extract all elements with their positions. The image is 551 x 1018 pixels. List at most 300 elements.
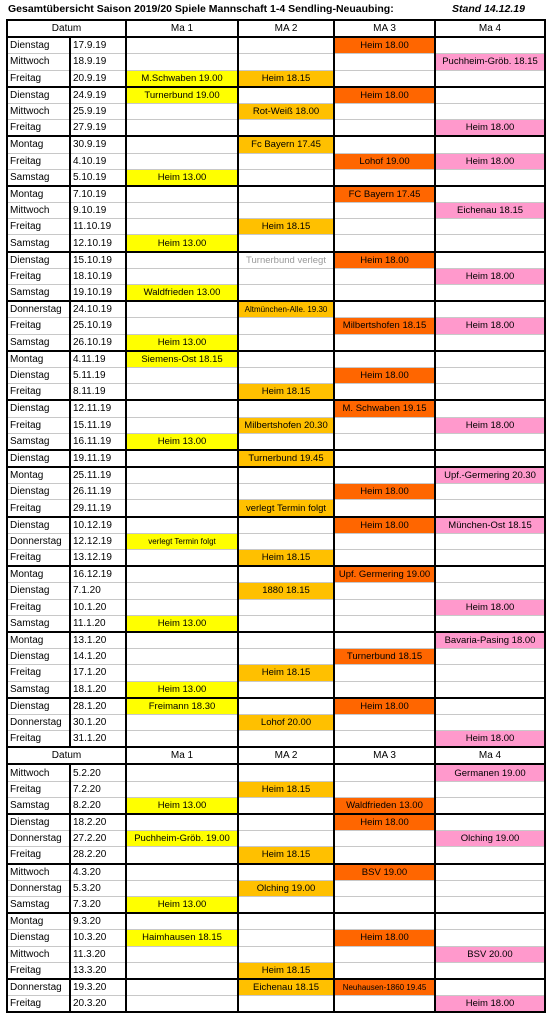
weekday-cell: Dienstag [7,484,70,500]
table-row [7,615,545,632]
weekday-cell: Dienstag [7,583,70,599]
weekday-cell: Freitag [7,599,70,615]
table-row [7,467,545,484]
date-cell: 12.10.19 [70,235,126,252]
weekday-cell: Freitag [7,384,70,401]
table-row [7,500,545,517]
team-2-cell: Turnerbund 19.45 [238,450,334,467]
table-row [7,566,545,583]
team-4-cell [435,103,545,119]
team-3-cell: Heim 18.00 [334,252,435,269]
weekday-cell: Freitag [7,219,70,235]
date-cell: 25.10.19 [70,318,126,334]
team-1-cell [126,186,238,203]
team-1-cell: Heim 13.00 [126,433,238,450]
team-4-cell [435,864,545,881]
date-cell: 5.3.20 [70,880,126,896]
weekday-cell: Mittwoch [7,946,70,962]
team-3-cell [334,550,435,567]
table-row [7,599,545,615]
weekday-cell: Samstag [7,169,70,186]
date-cell: 19.3.20 [70,979,126,996]
team-4-cell: Germanen 19.00 [435,764,545,781]
weekday-cell: Donnerstag [7,533,70,549]
team-3-cell: Heim 18.00 [334,517,435,534]
team-4-cell: Heim 18.00 [435,153,545,169]
team-2-cell [238,599,334,615]
date-cell: 18.9.19 [70,54,126,70]
weekday-cell: Dienstag [7,400,70,417]
date-cell: 15.11.19 [70,417,126,433]
date-cell: 25.9.19 [70,103,126,119]
table-row [7,714,545,730]
team-3-cell: Heim 18.00 [334,484,435,500]
date-cell: 18.2.20 [70,814,126,831]
team-2-cell [238,566,334,583]
team-4-cell [435,219,545,235]
weekday-cell: Freitag [7,417,70,433]
table-row [7,896,545,913]
team-3-cell [334,384,435,401]
table-row [7,70,545,87]
table-row [7,913,545,930]
weekday-cell: Mittwoch [7,764,70,781]
team-1-cell: Heim 13.00 [126,235,238,252]
weekday-cell: Dienstag [7,252,70,269]
weekday-cell: Mittwoch [7,54,70,70]
table-row [7,285,545,302]
team-2-cell [238,203,334,219]
date-cell: 28.1.20 [70,698,126,715]
team-4-cell [435,136,545,153]
team-3-cell [334,120,435,137]
date-cell: 5.10.19 [70,169,126,186]
date-cell: 8.2.20 [70,797,126,814]
team-4-cell: Heim 18.00 [435,417,545,433]
header-team-1: Ma 1 [126,20,238,37]
team-2-cell: Fc Bayern 17.45 [238,136,334,153]
date-cell: 24.9.19 [70,87,126,104]
team-2-cell: Lohof 20.00 [238,714,334,730]
header-datum: Datum [7,20,126,37]
date-cell: 13.1.20 [70,632,126,649]
team-1-cell [126,599,238,615]
team-3-cell: Turnerbund 18.15 [334,649,435,665]
team-2-cell: Altmünchen-Alle. 19.30 [238,301,334,318]
table-row [7,764,545,781]
weekday-cell: Dienstag [7,814,70,831]
team-3-cell [334,946,435,962]
table-row [7,334,545,351]
date-cell: 25.11.19 [70,467,126,484]
team-1-cell: Heim 13.00 [126,681,238,698]
team-4-cell [435,583,545,599]
team-1-cell [126,880,238,896]
team-4-cell [435,615,545,632]
team-2-cell [238,797,334,814]
team-2-cell: Turnerbund verlegt [238,252,334,269]
team-4-cell: München-Ost 18.15 [435,517,545,534]
team-4-cell [435,781,545,797]
weekday-cell: Mittwoch [7,864,70,881]
weekday-cell: Mittwoch [7,203,70,219]
date-cell: 5.11.19 [70,367,126,383]
team-4-cell [435,797,545,814]
table-row [7,37,545,54]
table-row [7,87,545,104]
team-2-cell [238,285,334,302]
date-cell: 12.12.19 [70,533,126,549]
team-3-cell: M. Schwaben 19.15 [334,400,435,417]
date-cell: 16.11.19 [70,433,126,450]
date-cell: 19.11.19 [70,450,126,467]
team-1-cell: Heim 13.00 [126,797,238,814]
team-3-cell [334,731,435,748]
team-2-cell [238,649,334,665]
date-cell: 17.1.20 [70,665,126,681]
team-3-cell [334,417,435,433]
team-4-cell [435,351,545,368]
team-3-cell [334,533,435,549]
team-4-cell [435,550,545,567]
team-4-cell: Eichenau 18.15 [435,203,545,219]
weekday-cell: Donnerstag [7,714,70,730]
table-row [7,517,545,534]
team-3-cell: Heim 18.00 [334,930,435,946]
table-row [7,996,545,1013]
table-row [7,665,545,681]
team-4-cell [435,235,545,252]
team-1-cell: Waldfrieden 13.00 [126,285,238,302]
team-4-cell: Bavaria-Pasing 18.00 [435,632,545,649]
table-row [7,533,545,549]
schedule-table [6,19,546,1013]
team-2-cell [238,153,334,169]
table-row [7,235,545,252]
date-cell: 16.12.19 [70,566,126,583]
date-cell: 10.1.20 [70,599,126,615]
weekday-cell: Montag [7,566,70,583]
team-4-cell [435,433,545,450]
weekday-cell: Samstag [7,615,70,632]
header-team-3: MA 3 [334,20,435,37]
team-3-cell [334,913,435,930]
team-1-cell [126,913,238,930]
team-2-cell: 1880 18.15 [238,583,334,599]
team-1-cell [126,781,238,797]
schedule-body [7,20,545,1012]
weekday-cell: Samstag [7,681,70,698]
team-1-cell [126,764,238,781]
team-1-cell [126,632,238,649]
team-1-cell: Freimann 18.30 [126,698,238,715]
team-3-cell [334,433,435,450]
weekday-cell: Montag [7,186,70,203]
team-3-cell [334,219,435,235]
team-4-cell: Heim 18.00 [435,120,545,137]
team-2-cell: Milbertshofen 20.30 [238,417,334,433]
team-3-cell [334,615,435,632]
team-1-cell: Siemens-Ost 18.15 [126,351,238,368]
date-cell: 20.9.19 [70,70,126,87]
team-3-cell [334,996,435,1013]
date-cell: 12.11.19 [70,400,126,417]
team-1-cell [126,219,238,235]
date-cell: 19.10.19 [70,285,126,302]
team-2-cell [238,318,334,334]
team-3-cell [334,847,435,864]
team-1-cell: Turnerbund 19.00 [126,87,238,104]
team-4-cell [435,186,545,203]
table-row [7,731,545,748]
date-cell: 27.9.19 [70,120,126,137]
weekday-cell: Montag [7,467,70,484]
date-cell: 29.11.19 [70,500,126,517]
sheet-title [8,0,550,19]
date-cell: 28.2.20 [70,847,126,864]
team-1-cell [126,54,238,70]
table-row [7,962,545,979]
team-1-cell [126,153,238,169]
weekday-cell: Montag [7,351,70,368]
schedule-sheet [6,19,544,1013]
date-cell: 11.3.20 [70,946,126,962]
table-row [7,681,545,698]
team-2-cell [238,169,334,186]
date-cell: 20.3.20 [70,996,126,1013]
team-4-cell [435,979,545,996]
team-4-cell [435,665,545,681]
table-row [7,550,545,567]
team-2-cell: Heim 18.15 [238,384,334,401]
date-cell: 8.11.19 [70,384,126,401]
team-3-cell [334,54,435,70]
team-1-cell: Puchheim-Gröb. 19.00 [126,831,238,847]
team-4-cell: Puchheim-Gröb. 18.15 [435,54,545,70]
team-1-cell [126,450,238,467]
table-row [7,169,545,186]
team-2-cell [238,930,334,946]
header-team-4: Ma 4 [435,747,545,764]
team-1-cell [126,550,238,567]
table-row [7,698,545,715]
team-4-cell [435,484,545,500]
header-row [7,20,545,37]
date-cell: 5.2.20 [70,764,126,781]
date-cell: 7.1.20 [70,583,126,599]
table-row [7,268,545,284]
table-row [7,301,545,318]
team-1-cell [126,417,238,433]
team-1-cell: M.Schwaben 19.00 [126,70,238,87]
team-1-cell [126,864,238,881]
team-4-cell [435,450,545,467]
team-2-cell [238,946,334,962]
weekday-cell: Dienstag [7,649,70,665]
weekday-cell: Dienstag [7,367,70,383]
team-2-cell [238,351,334,368]
team-4-cell [435,334,545,351]
team-4-cell [435,533,545,549]
date-cell: 18.10.19 [70,268,126,284]
table-row [7,120,545,137]
weekday-cell: Samstag [7,334,70,351]
table-row [7,484,545,500]
team-1-cell [126,120,238,137]
team-2-cell [238,913,334,930]
team-1-cell [126,962,238,979]
team-4-cell [435,714,545,730]
table-row [7,847,545,864]
weekday-cell: Freitag [7,665,70,681]
date-cell: 13.12.19 [70,550,126,567]
team-3-cell [334,334,435,351]
team-3-cell: BSV 19.00 [334,864,435,881]
table-row [7,186,545,203]
team-1-cell [126,484,238,500]
date-cell: 11.1.20 [70,615,126,632]
date-cell: 27.2.20 [70,831,126,847]
team-3-cell: Neuhausen-1860 19.45 [334,979,435,996]
weekday-cell: Montag [7,913,70,930]
team-1-cell [126,583,238,599]
weekday-cell: Dienstag [7,87,70,104]
team-2-cell [238,681,334,698]
table-row [7,649,545,665]
weekday-cell: Dienstag [7,450,70,467]
team-2-cell: Heim 18.15 [238,847,334,864]
weekday-cell: Freitag [7,962,70,979]
team-4-cell [435,285,545,302]
weekday-cell: Donnerstag [7,979,70,996]
weekday-cell: Freitag [7,153,70,169]
table-row [7,864,545,881]
team-2-cell [238,400,334,417]
table-row [7,880,545,896]
date-cell: 18.1.20 [70,681,126,698]
weekday-cell: Donnerstag [7,831,70,847]
team-3-cell [334,203,435,219]
weekday-cell: Donnerstag [7,880,70,896]
team-2-cell [238,334,334,351]
team-2-cell [238,615,334,632]
team-3-cell: Heim 18.00 [334,698,435,715]
date-cell: 11.10.19 [70,219,126,235]
date-cell: 7.2.20 [70,781,126,797]
weekday-cell: Mittwoch [7,103,70,119]
team-1-cell [126,301,238,318]
table-row [7,103,545,119]
date-cell: 4.3.20 [70,864,126,881]
stand-date: Stand 14.12.19 [452,3,525,15]
date-cell: 24.10.19 [70,301,126,318]
date-cell: 10.12.19 [70,517,126,534]
team-2-cell: Heim 18.15 [238,219,334,235]
team-2-cell [238,235,334,252]
team-4-cell [435,70,545,87]
team-4-cell [435,814,545,831]
date-cell: 31.1.20 [70,731,126,748]
header-team-2: MA 2 [238,747,334,764]
date-cell: 13.3.20 [70,962,126,979]
team-4-cell: BSV 20.00 [435,946,545,962]
team-3-cell [334,896,435,913]
team-2-cell [238,484,334,500]
team-2-cell [238,996,334,1013]
weekday-cell: Samstag [7,235,70,252]
team-3-cell [334,681,435,698]
team-3-cell: Milbertshofen 18.15 [334,318,435,334]
team-3-cell [334,599,435,615]
team-2-cell: Heim 18.15 [238,70,334,87]
weekday-cell: Dienstag [7,698,70,715]
team-1-cell: Haimhausen 18.15 [126,930,238,946]
team-3-cell [334,136,435,153]
team-1-cell [126,500,238,517]
team-3-cell [334,962,435,979]
team-4-cell: Heim 18.00 [435,318,545,334]
weekday-cell: Freitag [7,500,70,517]
team-3-cell: Heim 18.00 [334,367,435,383]
date-cell: 9.10.19 [70,203,126,219]
team-1-cell [126,814,238,831]
weekday-cell: Montag [7,632,70,649]
team-2-cell [238,831,334,847]
team-4-cell [435,37,545,54]
team-4-cell [435,962,545,979]
team-1-cell [126,979,238,996]
title-text: Gesamtübersicht Saison 2019/20 Spiele Mannschaft 1-4 Sendling-Neuaubing: [8,3,394,15]
team-1-cell [126,252,238,269]
team-2-cell: Olching 19.00 [238,880,334,896]
weekday-cell: Freitag [7,550,70,567]
weekday-cell: Dienstag [7,930,70,946]
date-cell: 14.1.20 [70,649,126,665]
team-3-cell [334,880,435,896]
header-team-2: MA 2 [238,20,334,37]
team-2-cell [238,467,334,484]
team-3-cell [334,301,435,318]
team-1-cell [126,996,238,1013]
team-1-cell [126,847,238,864]
team-4-cell [435,169,545,186]
header-datum: Datum [7,747,126,764]
team-4-cell [435,500,545,517]
team-2-cell [238,433,334,450]
table-row [7,433,545,450]
header-team-1: Ma 1 [126,747,238,764]
team-3-cell [334,632,435,649]
date-cell: 7.3.20 [70,896,126,913]
team-2-cell [238,533,334,549]
team-2-cell [238,632,334,649]
weekday-cell: Donnerstag [7,301,70,318]
team-1-cell [126,103,238,119]
team-3-cell: Heim 18.00 [334,87,435,104]
team-2-cell [238,268,334,284]
team-4-cell: Heim 18.00 [435,996,545,1013]
table-row [7,632,545,649]
weekday-cell: Freitag [7,781,70,797]
table-row [7,367,545,383]
team-1-cell [126,665,238,681]
table-row [7,400,545,417]
team-4-cell [435,698,545,715]
team-3-cell [334,268,435,284]
team-4-cell [435,566,545,583]
team-3-cell: Heim 18.00 [334,37,435,54]
team-2-cell [238,367,334,383]
